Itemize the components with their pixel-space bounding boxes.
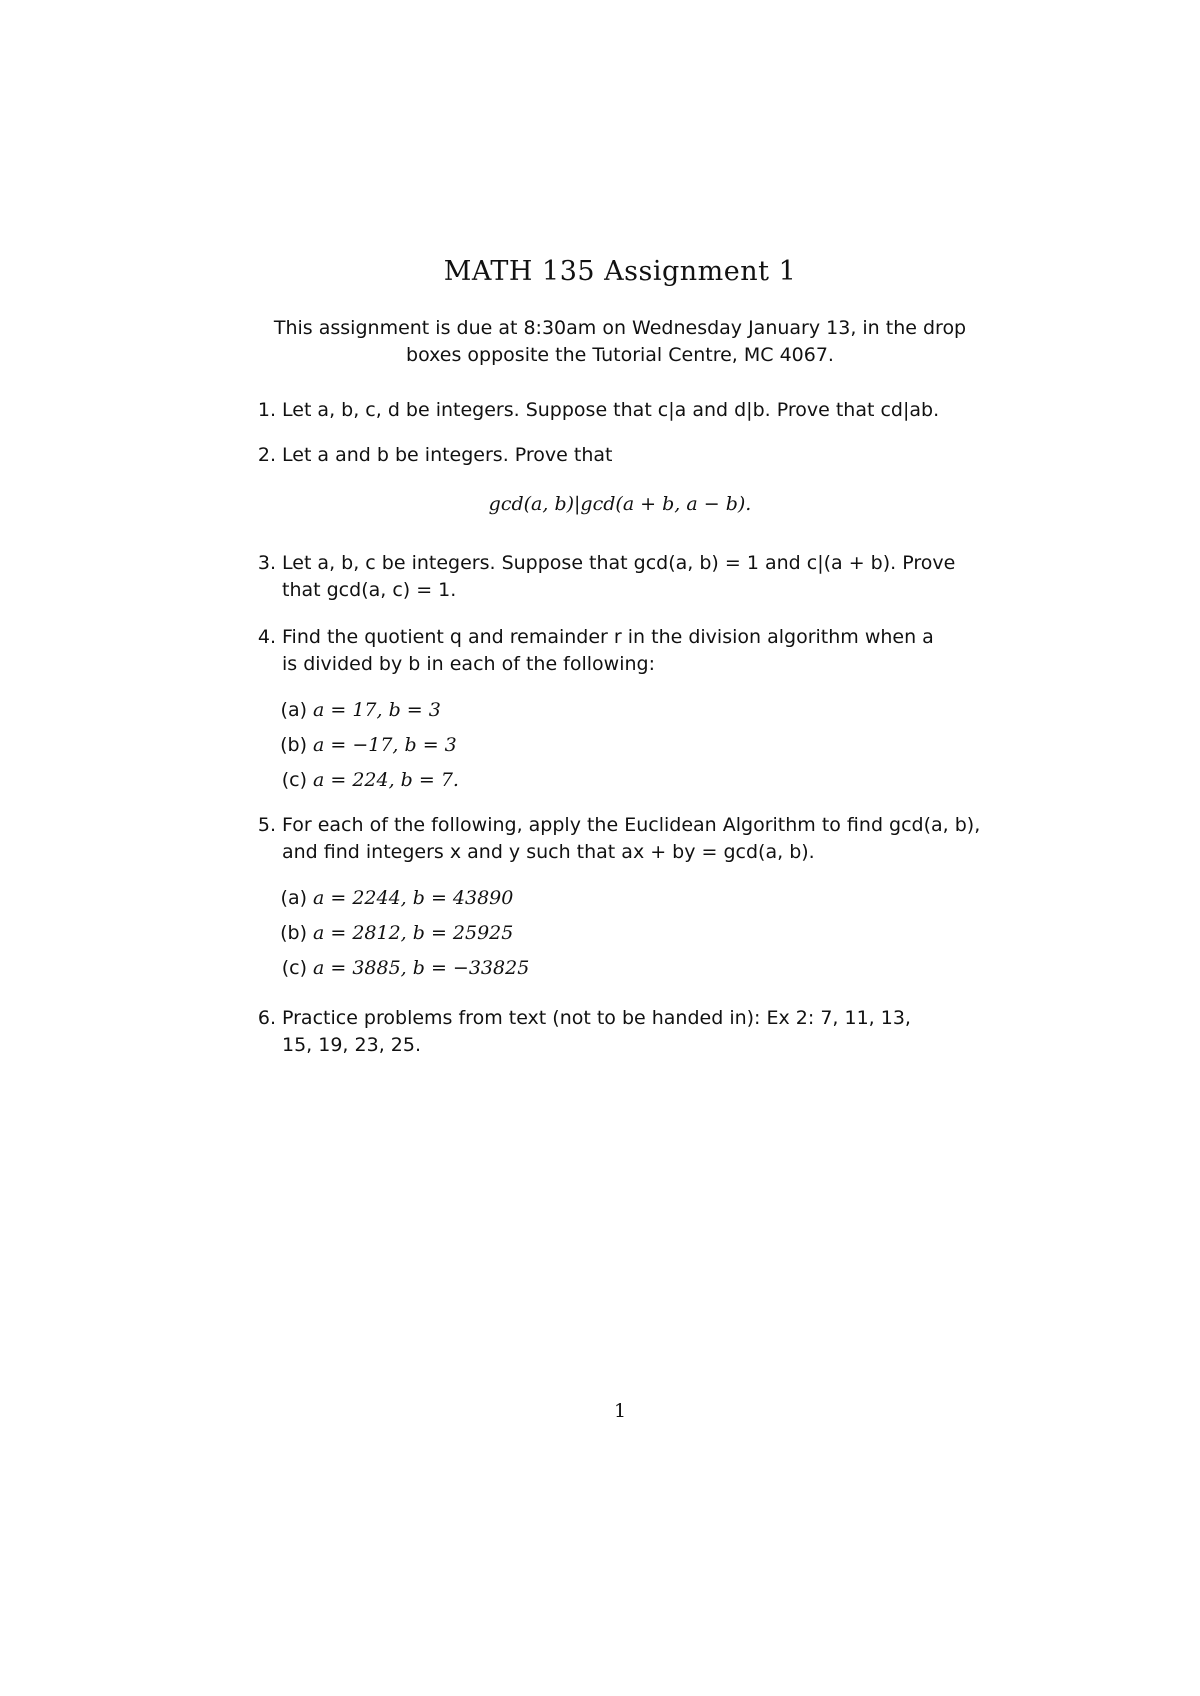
- part-label: (c): [281, 769, 307, 791]
- part-label: (a): [280, 699, 307, 721]
- problem-2-equation: gcd(a, b)|gcd(a + b, a − b).: [488, 493, 752, 515]
- problem-number: 1.: [257, 399, 276, 421]
- part-text: a = 2812, b = 25925: [313, 922, 514, 944]
- part-text: a = 3885, b = −33825: [313, 957, 530, 979]
- intro-line-2: boxes opposite the Tutorial Centre, MC 4067.: [406, 344, 834, 366]
- assignment-title: MATH 135 Assignment 1: [443, 256, 797, 287]
- problem-4-part-b: [280, 732, 457, 759]
- problem-text-line-1: For each of the following, apply the Euclidean Algorithm to find gcd(a, b),: [282, 814, 981, 836]
- problem-3: [257, 550, 982, 604]
- problem-number: 6.: [257, 1007, 276, 1029]
- part-text: a = −17, b = 3: [313, 734, 457, 756]
- problem-5-part-b: [280, 920, 514, 947]
- problem-text: Let a and b be integers. Prove that: [282, 444, 613, 466]
- problem-number: 4.: [257, 626, 276, 648]
- problem-text-line-1: Practice problems from text (not to be handed in): Ex 2: 7, 11, 13,: [282, 1007, 911, 1029]
- problem-4-part-a: [280, 697, 441, 724]
- part-label: (c): [281, 957, 307, 979]
- page-number: 1: [613, 1400, 627, 1422]
- part-text: a = 224, b = 7.: [313, 769, 459, 791]
- problem-5: [257, 812, 982, 866]
- part-label: (b): [280, 922, 307, 944]
- intro-line-1: This assignment is due at 8:30am on Wednesday January 13, in the drop: [273, 317, 967, 339]
- problem-text: Let a, b, c, d be integers. Suppose that c|a and d|b. Prove that cd|ab.: [282, 399, 940, 421]
- part-label: (a): [280, 887, 307, 909]
- part-text: a = 2244, b = 43890: [313, 887, 514, 909]
- problem-4: [257, 624, 982, 678]
- problem-1: [257, 397, 982, 424]
- problem-6: [257, 1005, 982, 1059]
- problem-5-part-c: [281, 955, 530, 982]
- problem-4-part-c: [281, 767, 459, 794]
- problem-5-part-a: [280, 885, 514, 912]
- part-text: a = 17, b = 3: [313, 699, 441, 721]
- problem-number: 3.: [257, 552, 276, 574]
- problem-text-line-2: that gcd(a, c) = 1.: [282, 579, 457, 601]
- problem-text-line-2: and find integers x and y such that ax + by = gcd(a, b).: [282, 841, 815, 863]
- problem-text-line-2: is divided by b in each of the following:: [282, 653, 655, 675]
- problem-number: 5.: [257, 814, 276, 836]
- intro-paragraph: [240, 315, 1000, 369]
- part-label: (b): [280, 734, 307, 756]
- problem-text-line-1: Find the quotient q and remainder r in the division algorithm when a: [282, 626, 934, 648]
- problem-text-line-1: Let a, b, c be integers. Suppose that gcd(a, b) = 1 and c|(a + b). Prove: [282, 552, 956, 574]
- problem-number: 2.: [257, 444, 276, 466]
- problem-text-line-2: 15, 19, 23, 25.: [282, 1034, 421, 1056]
- problem-2: [257, 442, 982, 469]
